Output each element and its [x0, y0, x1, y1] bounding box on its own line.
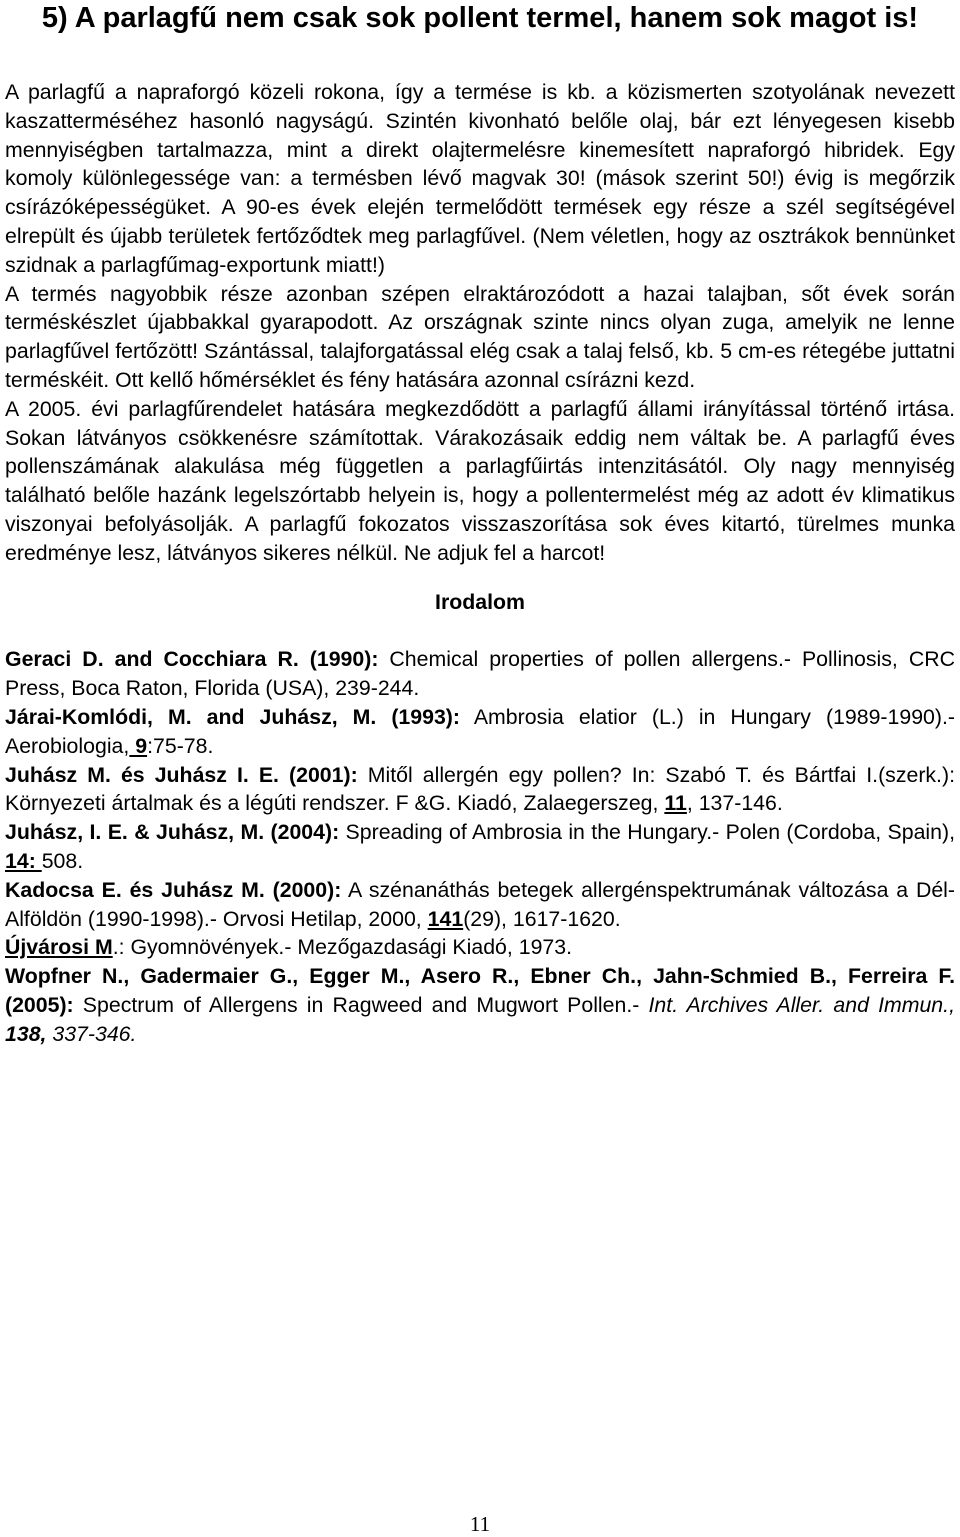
reference-item [5, 703, 955, 761]
reference-pages: 337-346. [46, 1021, 137, 1046]
reference-text: Spectrum of Allergens in Ragweed and Mugwort Pollen.- [73, 992, 640, 1017]
sentence: A parlagfű éves pollenszámának alakulása még független a parlagfűirtás intenzitásától. [5, 425, 956, 479]
reference-pages: :75-78. [147, 733, 214, 758]
sentence: Ott kellő hőmérséklet és fény hatására azonnal csírázni kezd. [115, 367, 696, 392]
sentence: Szintén kivonható belőle olaj, bár ezt lényegesen kisebb mennyiségben tartalmazza, mint a direkt olajtermelésre kinemesített napraforgó hibridek. [5, 108, 955, 162]
sentence: A 90-es évek elején termelődött termések egy része a szél segítségével elrepült és újabb területek fertőződtek meg parlagfűvel. [5, 195, 956, 248]
reference-text: Mitől allergén egy pollen? In: Szabó T. és Bártfai I.(szerk.): Környezeti ártalmak és a légúti rendszer. F &G. Kiadó, Zalaegerszeg, [5, 762, 955, 816]
sentence: Várakozásaik eddig nem váltak be. [435, 425, 788, 450]
reference-item [5, 933, 955, 962]
sentence: A termés nagyobbik része azonban szépen elraktározódott a hazai talajban, sőt évek során terméskészlet újabbakkal gyarapodott. [5, 281, 955, 335]
reference-item [5, 876, 955, 934]
reference-authors: Geraci D. and Cocchiara R. (1990): [5, 647, 379, 672]
reference-authors: Járai-Komlódi, M. and Juhász, M. (1993): [5, 704, 460, 729]
sentence: A parlagfű a napraforgó közeli rokona, így a termése is kb. a közismerten szotyolának nevezett kaszatterméséhez hasonló nagyságú. [5, 80, 955, 133]
reference-item [5, 818, 955, 876]
reference-text: Ambrosia elatior (L.) in Hungary (1989-1990).- Aerobiologia, [5, 704, 955, 758]
reference-volume: 14: [5, 848, 42, 873]
reference-text: .: Gyomnövények.- Mezőgazdasági Kiadó, 1973. [112, 935, 573, 960]
reference-text: A szénanáthás betegek allergénspektrumának változása a Dél-Alföldön (1990-1998).- Orvosi Hetilap, 2000, [5, 877, 955, 931]
reference-authors: Kadocsa E. és Juhász M. (2000): [5, 877, 342, 902]
reference-item [5, 645, 955, 703]
reference-item [5, 761, 955, 819]
reference-volume: 9 [129, 733, 148, 758]
reference-volume: 138, [5, 1021, 47, 1046]
reference-authors: Wopfner N., Gadermaier G., Egger M., Asero R., Ebner Ch., Jahn-Schmied B., Ferreira F. (2005): [5, 964, 955, 1017]
reference-list [5, 645, 955, 1048]
reference-volume: 11 [664, 791, 687, 816]
reference-authors: Juhász, I. E. & Juhász, M. (2004): [5, 820, 340, 845]
sentence: A parlagfű fokozatos visszaszorítása sok éves kitartó, türelmes munka eredménye lesz, látványos sikeres nélkül. [5, 511, 955, 565]
literature-heading: Irodalom [435, 589, 525, 614]
sentence: A 2005. évi parlagfűrendelet hatására megkezdődött a parlagfű állami irányítással történő irtása. [5, 396, 955, 421]
page-number: 11 [469, 1512, 491, 1536]
reference-text: Spreading of Ambrosia in the Hungary.- Polen (Cordoba, Spain), [339, 820, 955, 845]
reference-text: Chemical properties of pollen allergens.- Pollinosis, CRC Press, Boca Raton, Florida (USA), 239-244. [5, 647, 955, 701]
reference-item [5, 962, 955, 1048]
sentence: Oly nagy mennyiség található belőle hazánk legelszórtabb helyein is, hogy a pollentermelést még az adott év klimatikus viszonyai befolyásolják. [5, 454, 956, 536]
body-paragraph [5, 78, 955, 568]
reference-volume: 141 [427, 906, 464, 931]
sentence: Sokan látványos csökkenésre számítottak. [5, 425, 424, 450]
sentence: Az országnak szinte nincs olyan zuga, amelyik ne lenne parlagfűvel fertőzött! [5, 310, 955, 364]
reference-journal: Int. Archives Aller. and Immun., [639, 992, 955, 1017]
sentence: Ne adjuk fel a harcot! [403, 540, 606, 565]
document-page [5, 0, 955, 1049]
reference-pages: 508. [41, 848, 84, 873]
section-heading: 5) A parlagfű nem csak sok pollent termel, hanem sok magot is! [41, 2, 919, 34]
sentence: Szántással, talajforgatással elég csak a talaj felső, kb. 5 cm-es rétegébe juttatni terméskéit. [5, 339, 956, 392]
reference-pages: , 137-146. [686, 791, 783, 816]
reference-authors: Újvárosi M [5, 935, 113, 960]
sentence: (Nem véletlen, hogy az osztrákok bennünket szidnak a parlagfűmag-exportunk miatt!) [5, 223, 956, 277]
reference-pages: (29), 1617-1620. [463, 906, 621, 931]
sentence: Egy komoly különlegessége van: a termésben lévő magvak 30! (mások szerint 50!) évig is megőrzik csírázóképességüket. [5, 137, 956, 220]
reference-authors: Juhász M. és Juhász I. E. (2001): [5, 762, 358, 787]
